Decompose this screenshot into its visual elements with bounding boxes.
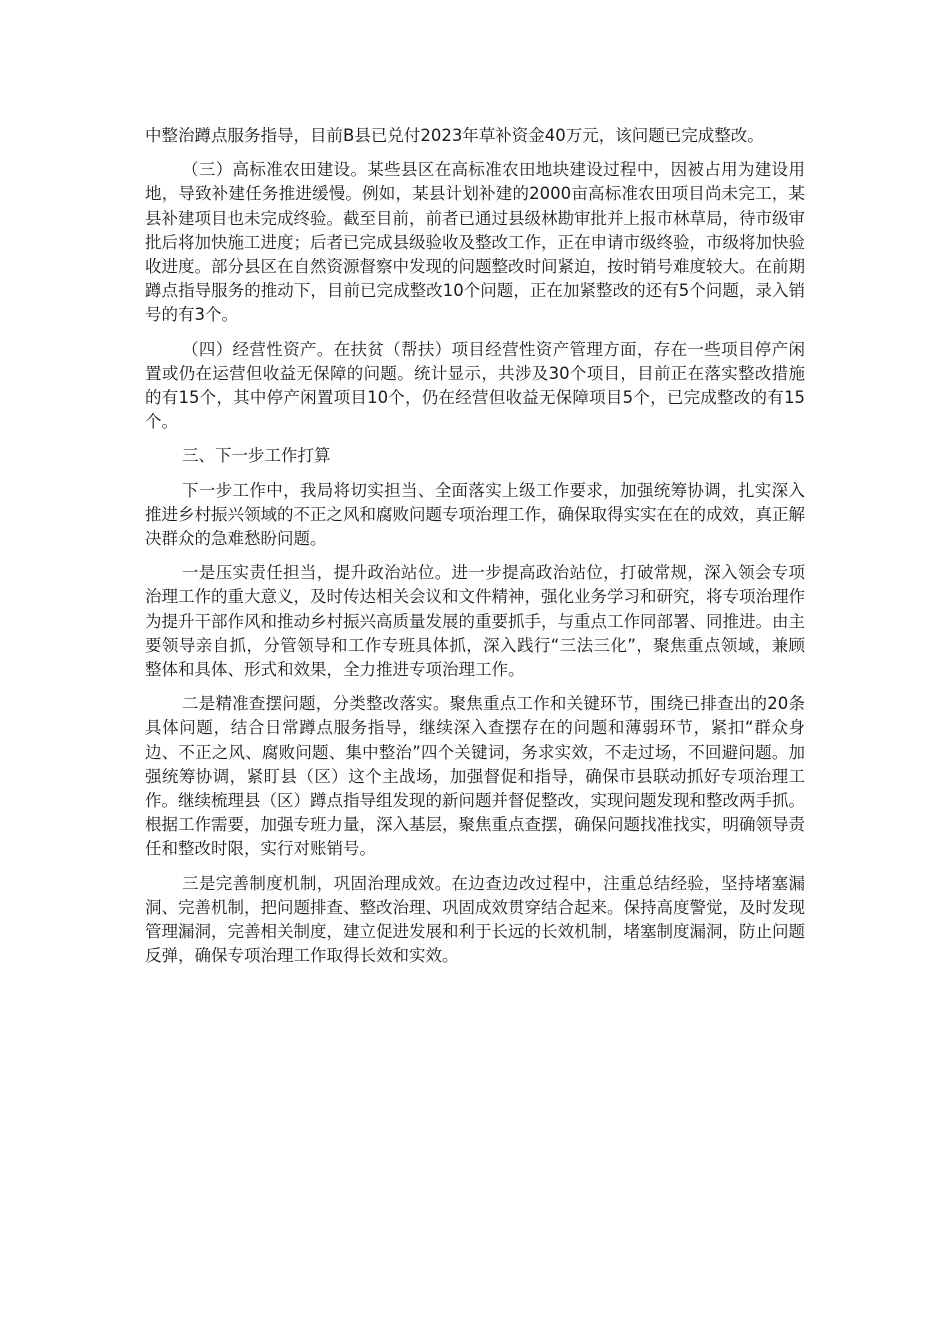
paragraph-problem-check: 二是精准查摆问题，分类整改落实。聚焦重点工作和关键环节，围绕已排查出的20条具体问题，结合日常蹲点服务指导，继续深入查摆存在的问题和薄弱环节，紧扣“群众身边、不正之风、腐败问题、集中整治”四个关键词，务求实效，不走过场，不回避问题。加强统筹协调，紧盯县（区）这个主战场，加强督促和指导，确保市县联动抓好专项治理工作。继续梳理县（区）蹲点指导组发现的新问题并督促整改，实现问题发现和整改两手抓。根据工作需要，加强专班力量，深入基层，聚焦重点查摆，确保问题找准找实，明确领导责任和整改时限，实行对账销号。 (145, 694, 805, 859)
paragraph-responsibility: 一是压实责任担当，提升政治站位。进一步提高政治站位，打破常规，深入领会专项治理工作的重大意义，及时传达相关会议和文件精神，强化业务学习和研究，将专项治理作为提升干部作风和推动乡村振兴高质量发展的重要抓手，与重点工作同部署、同推进。由主要领导亲自抓，分管领导和工作专班具体抓，深入践行“三法三化”，聚焦重点领域，兼顾整体和具体、形式和效果，全力推进专项治理工作。 (145, 563, 805, 680)
paragraph-mechanism: 三是完善制度机制，巩固治理成效。在边查边改过程中，注重总结经验，坚持堵塞漏洞、完善机制，把问题排查、整改治理、巩固成效贯穿结合起来。保持高度警觉，及时发现管理漏洞，完善相关制度，建立促进发展和利于长远的长效机制，堵塞制度漏洞，防止问题反弹，确保专项治理工作取得长效和实效。 (145, 873, 805, 966)
paragraph-farmland: （三）高标准农田建设。某些县区在高标准农田地块建设过程中，因被占用为建设用地，导致补建任务推进缓慢。例如，某县计划补建的2000亩高标准农田项目尚未完工，某县补建项目也未完成终验。截至目前，前者已通过县级林勘审批并上报市林草局，待市级审批后将加快施工进度；后者已完成县级验收及整改工作，正在申请市级终验，市级将加快验收进度。部分县区在自然资源督察中发现的问题整改时间紧迫，按时销号难度较大。在前期蹲点指导服务的推动下，目前已完成整改10个问题，正在加紧整改的还有5个问题，录入销号的有3个。 (145, 160, 805, 325)
paragraph-continuation: 中整治蹲点服务指导，目前B县已兑付2023年草补资金40万元，该问题已完成整改。 (145, 126, 764, 145)
paragraph-next-steps-intro: 下一步工作中，我局将切实担当、全面落实上级工作要求，加强统筹协调，扎实深入推进乡村振兴领域的不正之风和腐败问题专项治理工作，确保取得实实在在的成效，真正解决群众的急难愁盼问题。 (145, 480, 805, 549)
document-body (145, 124, 805, 979)
paragraph-assets: （四）经营性资产。在扶贫（帮扶）项目经营性资产管理方面，存在一些项目停产闲置或仍在运营但收益无保障的问题。统计显示，共涉及30个项目，目前正在落实整改措施的有15个，其中停产闲置项目10个，仍在经营但收益无保障项目5个，已完成整改的有15个。 (145, 339, 805, 432)
section-heading-next-steps: 三、下一步工作打算 (182, 446, 331, 466)
